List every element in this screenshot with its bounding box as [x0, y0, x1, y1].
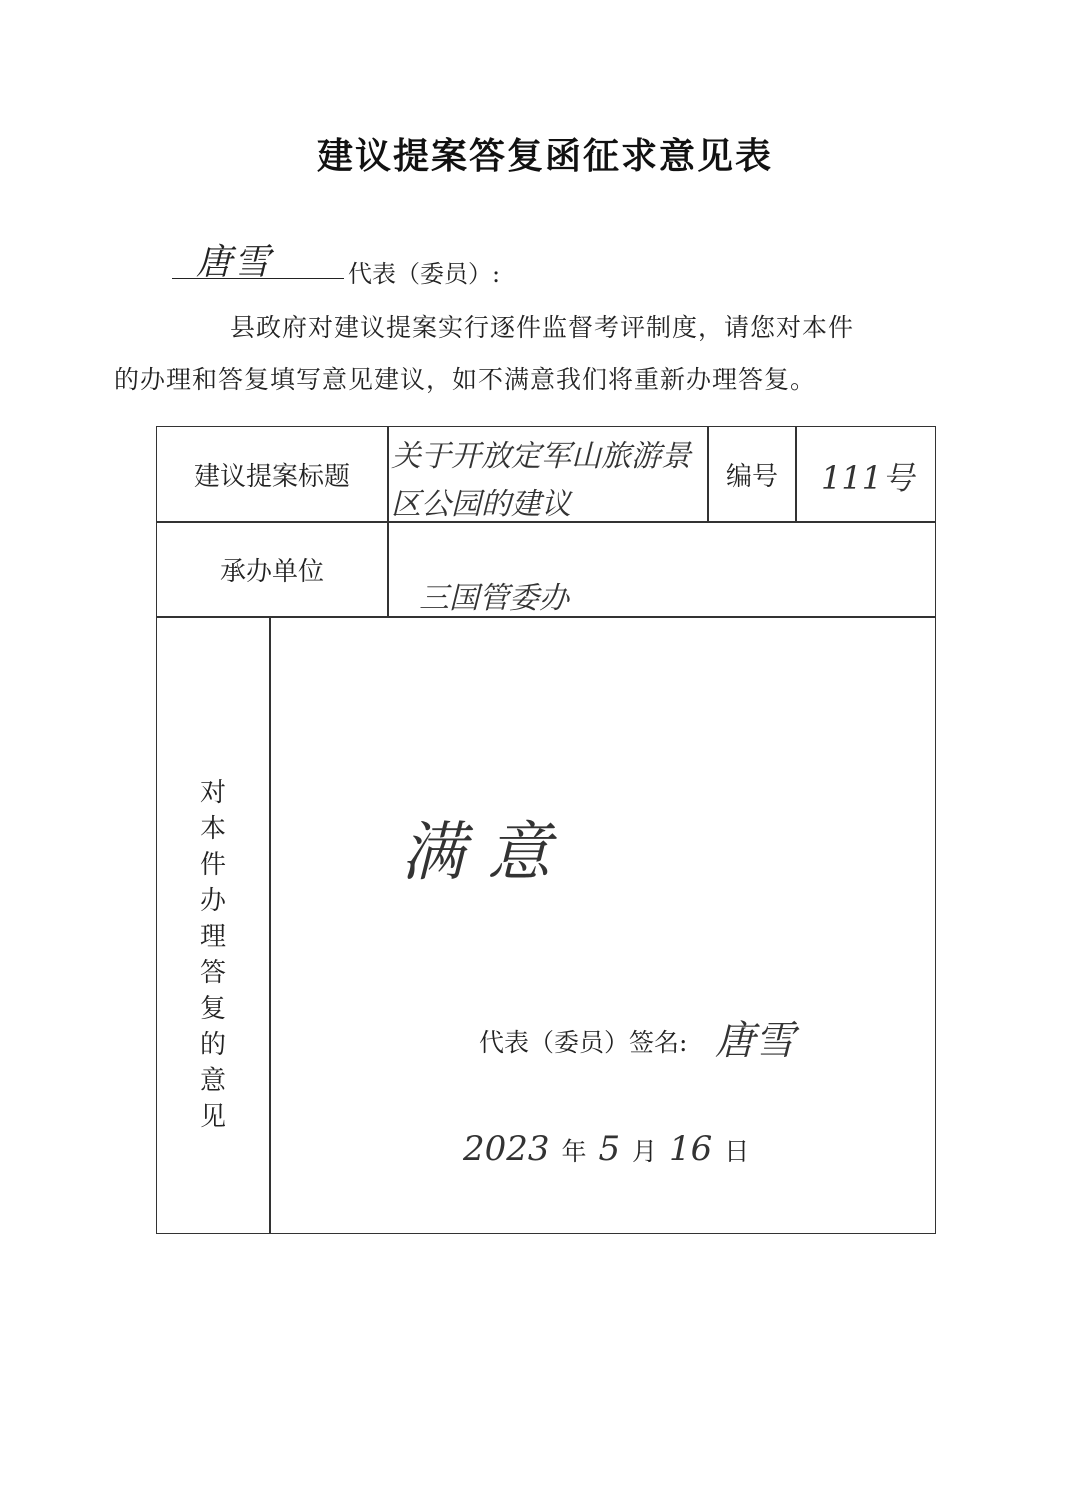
- date-day-unit: 日: [724, 1137, 750, 1166]
- number-label: 编号: [725, 461, 778, 492]
- opinion-label-char: 对: [199, 778, 226, 808]
- opinion-value-handwritten: 满意: [401, 816, 573, 890]
- page-title: 建议提案答复函征求意见表: [316, 136, 773, 177]
- intro-line-1: 县政府对建议提案实行逐件监督考评制度，请您对本件: [230, 313, 855, 342]
- opinion-label-char: 本: [199, 814, 226, 844]
- intro-paragraph: [114, 302, 932, 406]
- date-day-handwritten: 16: [669, 1129, 713, 1169]
- proposal-title-handwritten-line-1: 关于开放定军山旅游景: [391, 439, 691, 474]
- col-divider-opinion: [269, 617, 271, 1233]
- opinion-label-char: 复: [199, 994, 226, 1024]
- col-divider-title: [387, 427, 389, 617]
- opinion-label-char: 见: [199, 1102, 226, 1132]
- intro-line-2: 的办理和答复填写意见建议，如不满意我们将重新办理答复。: [114, 365, 817, 394]
- opinion-label-char: 件: [199, 850, 226, 880]
- proposal-title-label: 建议提案标题: [193, 461, 350, 492]
- date-month-handwritten: 5: [598, 1129, 621, 1169]
- date-row: [463, 1129, 753, 1169]
- signature-handwritten: 唐雪: [715, 1018, 795, 1064]
- handling-unit-handwritten: 三国管委办: [419, 581, 569, 616]
- date-month-unit: 月: [632, 1137, 658, 1166]
- addressee-name-handwritten: 唐雪: [196, 242, 273, 283]
- opinion-label-char: 理: [199, 922, 226, 952]
- opinion-label-vertical: [157, 775, 269, 1135]
- opinion-label-char: 的: [199, 1030, 226, 1060]
- opinion-form-table: [156, 426, 936, 1234]
- opinion-label-char: 办: [199, 886, 226, 916]
- date-year-unit: 年: [561, 1137, 587, 1166]
- opinion-label-char: 意: [199, 1066, 226, 1096]
- proposal-title-handwritten-line-2: 区公园的建议: [391, 487, 571, 522]
- opinion-label-char: 答: [199, 958, 226, 988]
- date-year-handwritten: 2023: [463, 1129, 550, 1169]
- handling-unit-label: 承办单位: [219, 556, 324, 587]
- number-value-handwritten: 111号: [821, 459, 915, 497]
- addressee-suffix: 代表（委员）:: [348, 260, 501, 288]
- signature-label: 代表（委员）签名:: [479, 1028, 688, 1057]
- addressee-line: [172, 238, 532, 286]
